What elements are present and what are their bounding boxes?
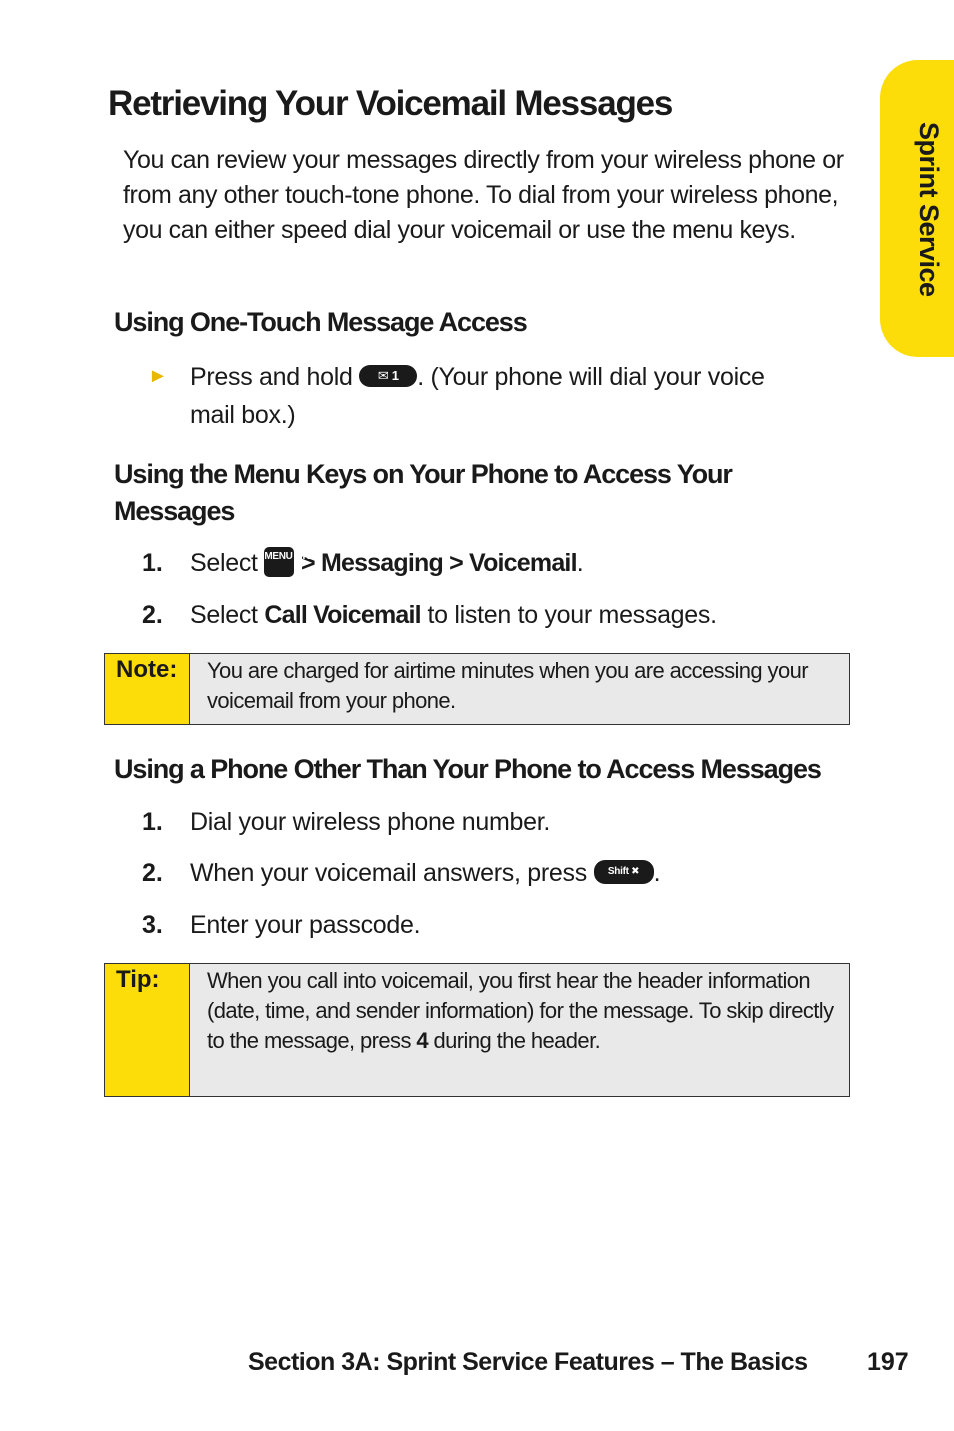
- one-touch-instruction-cont: mail box.): [190, 401, 296, 429]
- other-phone-step-1: Dial your wireless phone number.: [190, 808, 551, 836]
- bullet-arrow-icon: ►: [148, 365, 168, 387]
- tip-label: Tip:: [105, 964, 190, 1096]
- note-box: [104, 653, 850, 725]
- step-number: 2.: [142, 859, 163, 887]
- page-title: Retrieving Your Voicemail Messages: [108, 84, 673, 123]
- note-text: You are charged for airtime minutes when you are accessing your voicemail from your phone.: [207, 658, 808, 713]
- menu-step-2: Select Call Voicemail to listen to your messages.: [190, 601, 717, 629]
- voicemail-key-icon: ✉ 1: [359, 365, 417, 387]
- side-tab-label: Sprint Service: [914, 122, 944, 297]
- page-number: 197: [867, 1348, 909, 1376]
- other-phone-step-3: Enter your passcode.: [190, 911, 421, 939]
- other-phone-step-2: When your voicemail answers, press Shift ✖ .: [190, 859, 661, 887]
- menu-step-1: Select MENU OK > Messaging > Voicemail.: [190, 549, 584, 577]
- intro-paragraph: You can review your messages directly from your wireless phone or from any other touch-tone phone. To dial from your wireless phone, you can either speed dial your voicemail or use the menu keys.: [123, 146, 844, 244]
- footer-section-title: Section 3A: Sprint Service Features – The Basics: [248, 1348, 808, 1376]
- shift-star-key-icon: Shift ✖: [594, 860, 654, 884]
- step-number: 1.: [142, 808, 163, 836]
- note-label: Note:: [105, 654, 190, 724]
- menu-ok-key-icon: MENU OK: [264, 547, 294, 577]
- section-heading-one-touch: Using One-Touch Message Access: [114, 307, 527, 337]
- step-number: 2.: [142, 601, 163, 629]
- tip-text: When you call into voicemail, you first hear the header information (date, time, and sender information) for the message. To skip directly to the message, press 4 during the header.: [207, 968, 834, 1053]
- section-heading-other-phone: Using a Phone Other Than Your Phone to Access Messages: [114, 754, 821, 784]
- one-touch-instruction: Press and hold ✉ 1 . (Your phone will dial your voice: [190, 363, 765, 391]
- step-number: 1.: [142, 549, 163, 577]
- section-heading-menu-keys: Using the Menu Keys on Your Phone to Access Your Messages: [114, 459, 732, 526]
- step-number: 3.: [142, 911, 163, 939]
- tip-box: [104, 963, 850, 1097]
